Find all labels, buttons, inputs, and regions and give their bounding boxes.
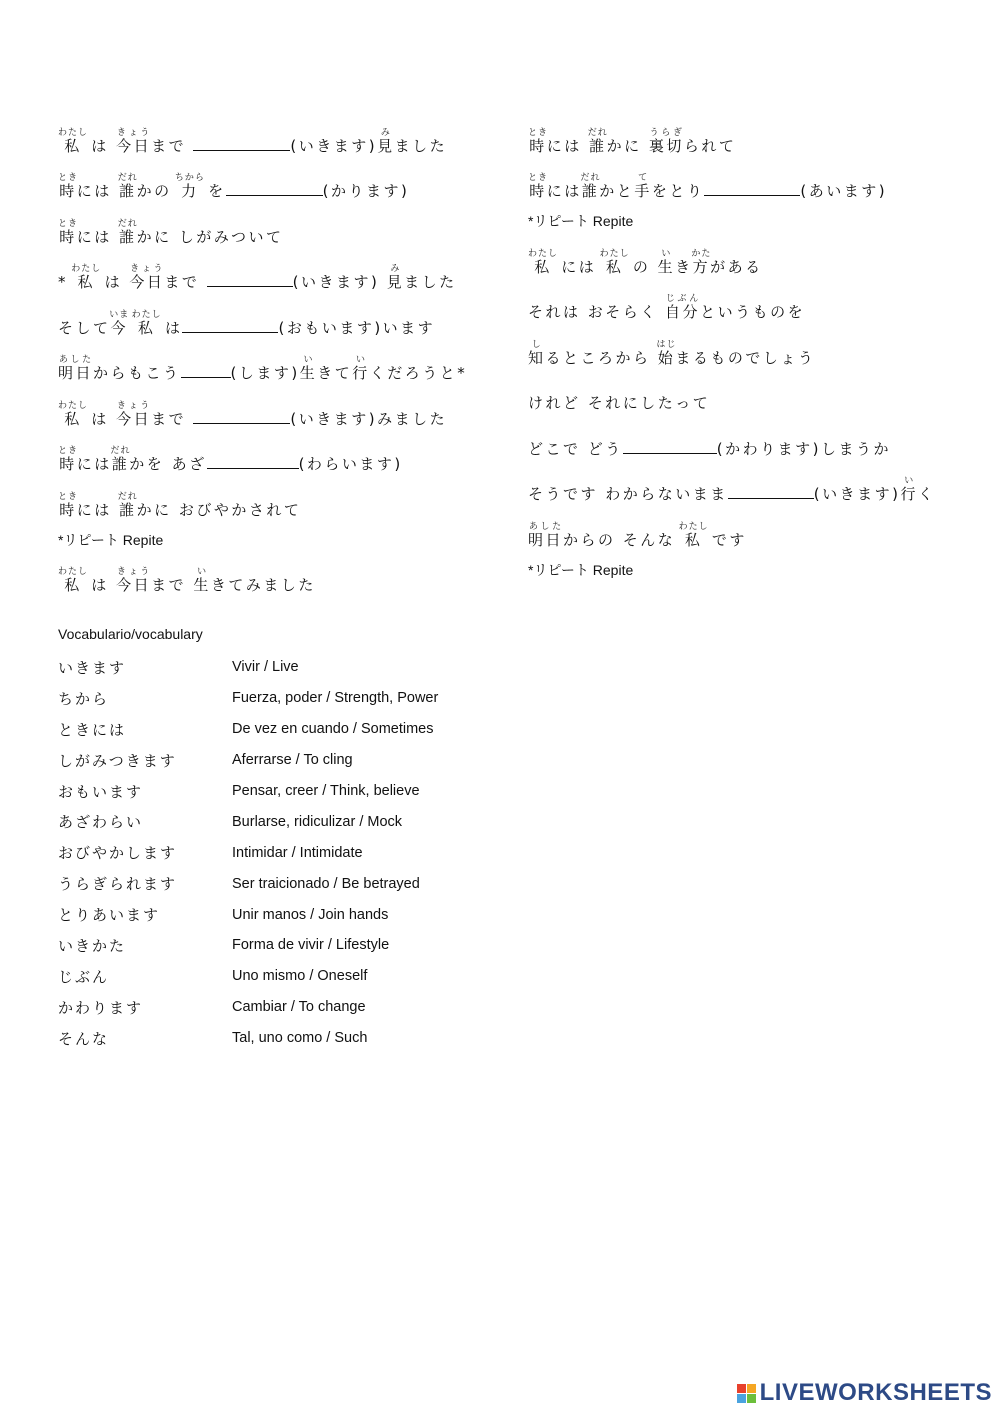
kanji-with-furigana: 明日あした xyxy=(528,521,564,549)
lyric-text: (いきます) xyxy=(292,273,387,291)
kanji-with-furigana: 見み xyxy=(386,264,405,291)
logo-square xyxy=(747,1394,756,1403)
kanji-with-furigana: 今日きょう xyxy=(116,127,152,155)
lyric-text: には xyxy=(546,136,590,155)
liveworksheets-logo xyxy=(737,1379,992,1407)
fill-in-blank[interactable] xyxy=(207,272,293,287)
lyric-text: まで xyxy=(151,576,194,594)
vocabulary-translation: Burlarse, ridiculizar / Mock xyxy=(232,813,403,830)
lyric-text: からもこう xyxy=(93,364,181,382)
lyric-text: どこで どう xyxy=(528,439,623,458)
lyric-text: きてみました xyxy=(210,576,316,594)
lyric-text: の xyxy=(625,257,658,276)
kanji-with-furigana: 私わたし xyxy=(58,127,89,155)
vocabulary-japanese: いきかた xyxy=(58,936,127,955)
lyric-line xyxy=(58,482,488,528)
vocabulary-japanese: おびやかします xyxy=(58,844,178,863)
kanji-with-furigana: 行い xyxy=(352,355,370,382)
lyric-text: (わらいます) xyxy=(298,455,403,473)
fill-in-blank[interactable] xyxy=(181,363,231,378)
vocabulary-translation: Fuerza, poder / Strength, Power xyxy=(232,690,439,707)
lyric-line xyxy=(528,512,948,558)
kanji-with-furigana: 時とき xyxy=(528,127,549,155)
kanji-with-furigana: 今いま xyxy=(109,309,130,337)
lyric-text: るところから xyxy=(545,348,658,367)
lyric-text: まで xyxy=(164,273,207,291)
lyrics-left-column xyxy=(58,118,488,603)
kanji-with-furigana: 始はじ xyxy=(656,339,677,367)
logo-square xyxy=(747,1384,756,1393)
vocabulary-section xyxy=(58,626,488,1054)
lyric-line xyxy=(58,558,488,604)
vocabulary-japanese: じぶん xyxy=(58,967,110,986)
vocabulary-translation: De vez en cuando / Sometimes xyxy=(232,721,434,738)
lyric-text: は xyxy=(84,576,117,594)
lyrics-right-column xyxy=(528,118,948,588)
kanji-with-furigana: 誰だれ xyxy=(117,218,138,246)
lyric-line xyxy=(58,255,488,301)
kanji-with-furigana: 時とき xyxy=(58,446,79,473)
vocabulary-japanese: ちから xyxy=(58,689,110,708)
vocabulary-japanese: とりあいます xyxy=(58,906,161,925)
lyric-text: かと xyxy=(599,182,635,200)
vocabulary-translation: Unir manos / Join hands xyxy=(232,906,389,923)
kanji-with-furigana: 私わたし xyxy=(599,248,630,276)
kanji-with-furigana: 私わたし xyxy=(131,309,162,337)
kanji-with-furigana: 時とき xyxy=(58,491,79,519)
lyric-line xyxy=(528,285,948,331)
lyric-text: (かわります)しまうか xyxy=(716,439,891,458)
kanji-with-furigana: 私わたし xyxy=(58,400,89,428)
lyric-line xyxy=(58,209,488,255)
lyric-text: けれど それにしたって xyxy=(528,394,711,412)
kanji-with-furigana: 見み xyxy=(377,127,395,155)
kanji-with-furigana: 生い xyxy=(657,248,676,276)
vocabulary-row xyxy=(58,714,488,745)
vocabulary-translation: Forma de vivir / Lifestyle xyxy=(232,937,390,954)
lyric-text: * xyxy=(58,273,76,291)
lyric-line xyxy=(528,164,948,210)
kanji-with-furigana: 行い xyxy=(900,476,919,503)
lyric-text: き xyxy=(675,257,693,276)
kanji-with-furigana: 明日あした xyxy=(58,355,94,382)
repeat-note-text: *リピート Repite xyxy=(58,531,164,548)
vocabulary-translation: Vivir / Live xyxy=(232,659,299,676)
lyric-text: まで xyxy=(151,136,194,155)
kanji-with-furigana: 手て xyxy=(634,173,652,200)
kanji-with-furigana: 私わたし xyxy=(678,521,709,549)
lyric-text: きて xyxy=(317,364,353,382)
lyric-text: からの そんな xyxy=(563,530,683,549)
fill-in-blank[interactable] xyxy=(728,484,814,499)
vocabulary-translation: Ser traicionado / Be betrayed xyxy=(232,875,420,892)
fill-in-blank[interactable] xyxy=(623,439,717,454)
repeat-note-text: *リピート Repite xyxy=(528,561,634,578)
lyric-line xyxy=(528,421,948,467)
lyric-text: には xyxy=(546,182,582,200)
lyric-text: かを あざ xyxy=(129,455,207,473)
vocabulary-row xyxy=(58,930,488,961)
kanji-with-furigana: 誰だれ xyxy=(587,127,608,155)
vocabulary-japanese: しがみつきます xyxy=(58,751,177,770)
kanji-with-furigana: 誰だれ xyxy=(117,173,138,200)
vocabulary-japanese: かわります xyxy=(58,998,144,1017)
lyric-text: を xyxy=(200,182,226,200)
vocabulary-translation: Tal, uno como / Such xyxy=(232,1030,368,1047)
lyric-text: そして xyxy=(58,318,111,337)
kanji-with-furigana: 裏切うらぎ xyxy=(648,127,684,155)
kanji-with-furigana: 今日きょう xyxy=(129,264,165,291)
kanji-with-furigana: 私わたし xyxy=(58,567,89,594)
fill-in-blank[interactable] xyxy=(193,136,290,151)
fill-in-blank[interactable] xyxy=(207,454,299,469)
lyric-text: それは おそらく xyxy=(528,303,666,321)
fill-in-blank[interactable] xyxy=(704,181,800,196)
vocabulary-row xyxy=(58,899,488,930)
vocabulary-row xyxy=(58,652,488,683)
vocabulary-row xyxy=(58,806,488,837)
lyric-text: (いきます) xyxy=(290,136,378,155)
vocabulary-row xyxy=(58,683,488,714)
lyric-text: をとり xyxy=(651,182,705,200)
kanji-with-furigana: 生い xyxy=(193,567,211,594)
lyric-line xyxy=(58,164,488,210)
vocabulary-translation: Cambiar / To change xyxy=(232,999,366,1016)
lyric-text: (します) xyxy=(230,364,300,382)
lyric-text: は xyxy=(84,136,117,155)
repeat-note xyxy=(58,528,488,558)
lyric-text: がある xyxy=(710,257,763,276)
lyric-line xyxy=(528,467,948,513)
kanji-with-furigana: 時とき xyxy=(528,173,549,200)
fill-in-blank[interactable] xyxy=(226,181,323,196)
lyric-text: には xyxy=(76,227,120,246)
vocabulary-translation: Uno mismo / Oneself xyxy=(232,968,368,985)
lyric-text: かに しがみついて xyxy=(136,227,284,246)
logo-square xyxy=(737,1394,746,1403)
lyric-text: かの xyxy=(136,182,179,200)
vocabulary-row xyxy=(58,745,488,776)
lyric-text: ました xyxy=(394,136,448,155)
vocabulary-japanese: おもいます xyxy=(58,782,144,801)
lyric-line xyxy=(58,118,488,164)
logo-square xyxy=(737,1384,746,1393)
lyric-text: には xyxy=(76,455,112,473)
lyric-line xyxy=(58,346,488,392)
kanji-with-furigana: 力ちから xyxy=(174,173,205,200)
kanji-with-furigana: 私わたし xyxy=(528,248,559,276)
vocabulary-translation: Pensar, creer / Think, believe xyxy=(232,783,420,799)
lyric-line xyxy=(528,239,948,285)
vocabulary-title: Vocabulario/vocabulary xyxy=(58,626,203,642)
kanji-with-furigana: 誰だれ xyxy=(117,491,138,519)
vocabulary-translation: Aferrarse / To cling xyxy=(232,752,353,769)
vocabulary-japanese: そんな xyxy=(58,1029,110,1048)
vocabulary-row xyxy=(58,868,488,899)
repeat-note xyxy=(528,558,948,588)
vocabulary-japanese: あざわらい xyxy=(58,813,144,832)
repeat-note xyxy=(528,209,948,239)
kanji-with-furigana: 誰だれ xyxy=(110,446,131,473)
kanji-with-furigana: 今日きょう xyxy=(116,400,152,428)
lyric-text: には xyxy=(76,182,120,200)
lyric-text: は xyxy=(97,273,130,291)
kanji-with-furigana: 今日きょう xyxy=(116,567,152,594)
logo-mark-icon xyxy=(737,1384,756,1403)
kanji-with-furigana: 方かた xyxy=(691,248,712,276)
lyric-text: まで xyxy=(151,409,194,428)
kanji-with-furigana: 自分じぶん xyxy=(665,294,701,321)
lyric-line xyxy=(58,437,488,483)
lyric-text: そうです わからないまま xyxy=(528,485,728,503)
lyric-line xyxy=(58,391,488,437)
logo-text: LIVEWORKSHEETS xyxy=(759,1379,992,1406)
lyric-line xyxy=(528,330,948,376)
lyric-text: まるものでしょう xyxy=(675,348,816,367)
lyric-text: は xyxy=(84,409,117,428)
kanji-with-furigana: 時とき xyxy=(58,218,79,246)
vocabulary-list xyxy=(58,652,488,1054)
lyric-line xyxy=(58,300,488,346)
lyric-text: (おもいます)います xyxy=(278,318,436,337)
lyric-text: く xyxy=(918,485,936,503)
fill-in-blank[interactable] xyxy=(193,409,290,424)
lyric-text: は xyxy=(157,318,183,337)
lyric-line xyxy=(528,118,948,164)
lyric-text: くだろうと* xyxy=(369,364,468,382)
lyric-text: には xyxy=(76,500,120,519)
lyric-text: です xyxy=(704,530,747,549)
lyric-text: というものを xyxy=(700,303,806,321)
vocabulary-row xyxy=(58,1023,488,1054)
kanji-with-furigana: 知し xyxy=(528,339,546,367)
lyric-text: かに おびやかされて xyxy=(136,500,302,519)
kanji-with-furigana: 生い xyxy=(299,355,318,382)
vocabulary-row xyxy=(58,776,488,807)
lyric-text: (いきます)みました xyxy=(290,409,448,428)
vocabulary-japanese: うらぎられます xyxy=(58,875,178,894)
kanji-with-furigana: 私わたし xyxy=(71,264,102,291)
lyric-text: (かります) xyxy=(322,182,410,200)
kanji-with-furigana: 時とき xyxy=(58,173,79,200)
lyric-text: かに xyxy=(606,136,649,155)
lyric-text: (いきます) xyxy=(813,485,901,503)
vocabulary-row xyxy=(58,961,488,992)
kanji-with-furigana: 誰だれ xyxy=(580,173,601,200)
lyric-text: には xyxy=(554,257,604,276)
vocabulary-japanese: ときには xyxy=(58,720,127,739)
vocabulary-translation: Intimidar / Intimidate xyxy=(232,844,363,861)
lyric-text: (あいます) xyxy=(800,182,888,200)
vocabulary-japanese: いきます xyxy=(58,658,127,677)
lyric-text: られて xyxy=(683,136,737,155)
lyric-line xyxy=(528,376,948,422)
repeat-note-text: *リピート Repite xyxy=(528,213,634,229)
vocabulary-row xyxy=(58,837,488,868)
lyric-text: ました xyxy=(404,273,457,291)
fill-in-blank[interactable] xyxy=(182,318,278,333)
vocabulary-row xyxy=(58,992,488,1023)
